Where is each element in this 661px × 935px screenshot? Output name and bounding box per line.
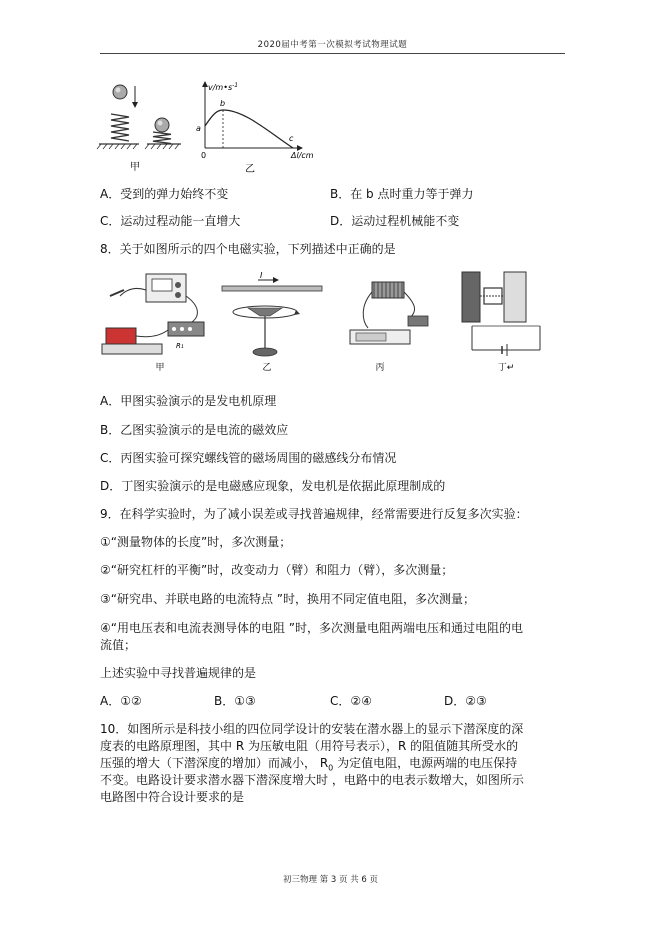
- q10-line-2: 度表的电路原理图，其中 R 为压敏电阻（用符号表示），R 的阻值随其所受水的: [100, 739, 519, 753]
- q8-fig-label-ding: 丁↵: [497, 363, 515, 373]
- page-footer: 初三物理 第 3 页 共 6 页: [282, 875, 379, 885]
- page-header: 2020届中考第一次模拟考试物理试题: [257, 40, 408, 50]
- fig7-label-yi: 乙: [245, 164, 255, 175]
- current-i-label: I: [260, 271, 263, 280]
- q9-item-2: ②“研究杠杆的平衡”时，改变动力（臂）和阻力（臂），多次测量；: [100, 563, 454, 577]
- origin-label: 0: [201, 151, 207, 160]
- q8-fig-label-yi: 乙: [262, 363, 272, 373]
- q9-option-a: A．①②: [100, 694, 142, 708]
- velocity-compression-graph: [196, 81, 314, 175]
- q8-option-b: B．乙图实验演示的是电流的磁效应: [100, 423, 289, 437]
- point-a-label: a: [196, 124, 201, 133]
- q7-option-c: C．运动过程动能一直增大: [100, 214, 241, 228]
- point-c-label: c: [289, 134, 294, 143]
- q7-figure: [95, 78, 355, 178]
- q8-figure: [100, 266, 548, 376]
- q10-line-1: 10．如图所示是科技小组的四位同学设计的安装在潜水器上的显示下潜深度的深: [100, 722, 524, 736]
- q9-option-b: B．①③: [214, 694, 256, 708]
- q9-option-c: C．②④: [330, 694, 372, 708]
- q10-line-4: 不变。电路设计要求潜水器下潜深度增大时 ，电路中的电表示数增大，如图所示: [100, 773, 524, 787]
- q9-item-4-line1: ④“用电压表和电流表测导体的电阻 ”时，多次测量电阻两端电压和通过电阻的电: [100, 621, 524, 635]
- q10-line-3: 压强的增大（下潜深度的增加）而减小， $R_0$ 为定值电阻，电源两端的电压保持: [100, 756, 518, 773]
- x-axis-label: Δl/cm: [291, 151, 314, 160]
- q8-fig-label-jia: 甲: [155, 363, 165, 373]
- q7-option-b: B．在 b 点时重力等于弹力: [330, 187, 474, 201]
- q8-option-a: A．甲图实验演示的是发电机原理: [100, 394, 277, 408]
- solenoid-experiment-illustration: [350, 282, 428, 373]
- q9-stem: 9．在科学实验时，为了减小误差或寻找普遍规律，经常需要进行反复多次实验：: [100, 507, 528, 521]
- q7-option-d: D．运动过程机械能不变: [330, 214, 460, 228]
- ball-compressing-spring-illustration: [145, 118, 181, 149]
- current-magnetic-effect-illustration: [222, 271, 322, 373]
- q8-fig-label-bing: 丙: [375, 363, 385, 373]
- y-axis-label: $v/m•s^{-1}$: [208, 82, 239, 92]
- q8-option-d: D．丁图实验演示的是电磁感应现象，发电机是依据此原理制成的: [100, 479, 446, 493]
- q7-option-a: A．受到的弹力始终不变: [100, 187, 229, 201]
- q8-stem: 8．关于如图所示的四个电磁实验，下列描述中正确的是: [100, 242, 396, 256]
- generator-experiment-illustration: [102, 274, 204, 373]
- resistor-r1-label: R₁: [176, 342, 184, 350]
- header-rule: [100, 53, 565, 54]
- q9-item-3: ③“研究串、并联电路的电流特点 ”时，换用不同定值电阻，多次测量；: [100, 592, 476, 606]
- q9-item-1: ①“测量物体的长度”时，多次测量；: [100, 535, 292, 549]
- ball-above-spring-illustration: [97, 85, 139, 149]
- q9-option-d: D．②③: [444, 694, 487, 708]
- motor-experiment-illustration: [462, 272, 540, 373]
- q10-line-5: 电路图中符合设计要求的是: [100, 790, 245, 804]
- q8-option-c: C．丙图实验可探究螺线管的磁场周围的磁感线分布情况: [100, 451, 397, 465]
- q9-question: 上述实验中寻找普遍规律的是: [100, 666, 257, 680]
- point-b-label: b: [220, 99, 226, 108]
- fig7-label-jia: 甲: [130, 162, 140, 173]
- q9-item-4-line2: 流值；: [100, 638, 137, 652]
